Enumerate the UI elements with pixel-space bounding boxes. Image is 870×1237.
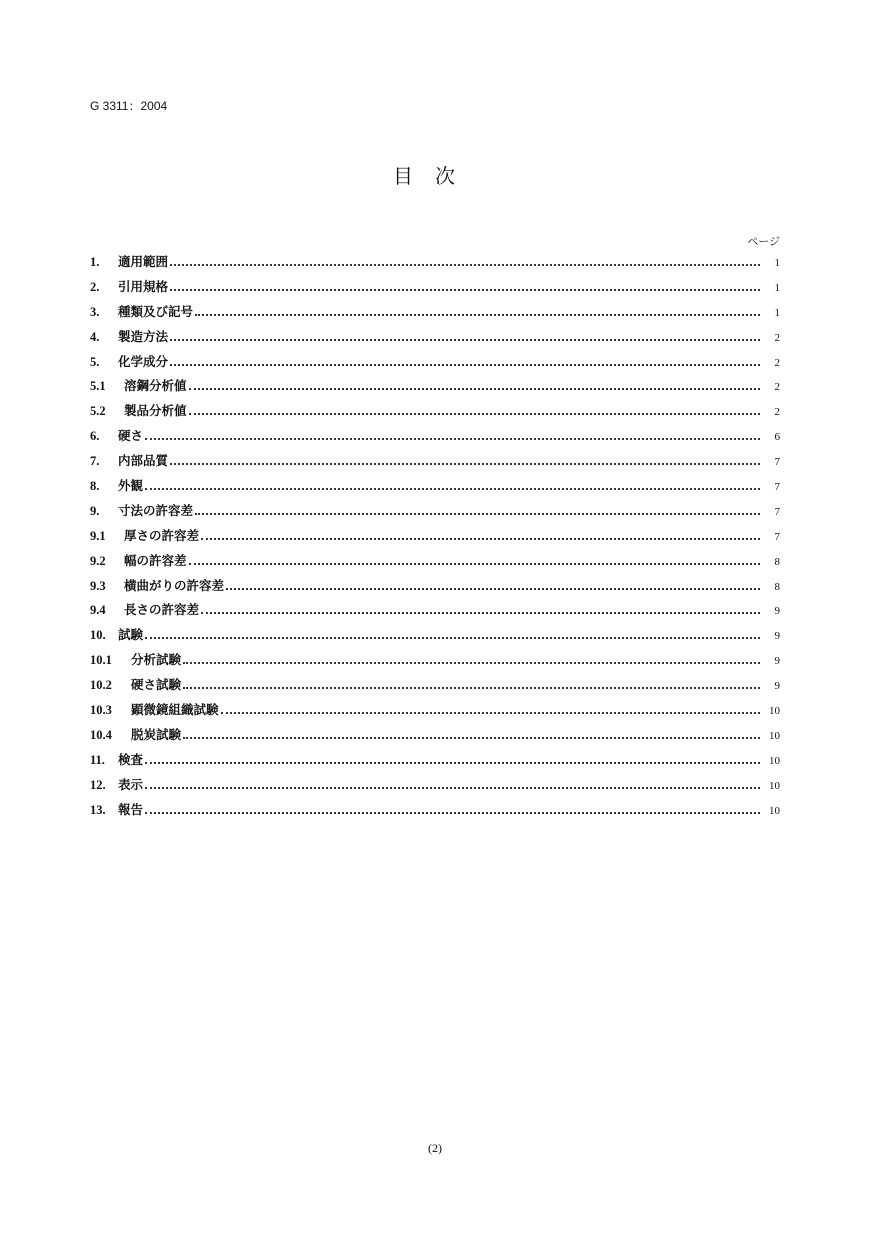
leader-dots bbox=[183, 662, 760, 664]
leader-dots bbox=[183, 687, 760, 689]
toc-entry[interactable] bbox=[90, 451, 780, 476]
toc-number: 8. bbox=[90, 479, 100, 494]
toc-page: 9 bbox=[774, 630, 780, 643]
page-number: (2) bbox=[428, 1141, 442, 1155]
toc-number: 5. bbox=[90, 354, 100, 369]
toc-label: 引用規格 bbox=[118, 279, 169, 294]
leader-dots bbox=[189, 563, 760, 565]
toc-entry[interactable] bbox=[90, 252, 780, 277]
toc-label: 外観 bbox=[118, 479, 144, 494]
toc-entry[interactable] bbox=[90, 576, 780, 601]
toc-number: 1. bbox=[90, 255, 100, 269]
toc-entry[interactable] bbox=[90, 700, 780, 725]
toc-page: 8 bbox=[774, 555, 780, 568]
leader-dots bbox=[195, 314, 760, 316]
toc-entry[interactable] bbox=[90, 327, 780, 352]
toc-page: 2 bbox=[774, 381, 780, 394]
toc-page: 7 bbox=[774, 481, 780, 494]
toc-page: 10 bbox=[769, 754, 780, 767]
toc-entry[interactable] bbox=[90, 600, 780, 625]
toc-page: 2 bbox=[774, 331, 780, 344]
toc-entry[interactable] bbox=[90, 750, 780, 775]
toc-entry[interactable] bbox=[90, 376, 780, 401]
leader-dots bbox=[145, 762, 760, 764]
toc-page: 10 bbox=[769, 705, 780, 718]
toc-label: 長さの許容差 bbox=[124, 603, 200, 618]
toc-number: 9.4 bbox=[90, 603, 106, 618]
toc-label: 検査 bbox=[118, 752, 144, 767]
toc-page: 9 bbox=[774, 680, 780, 693]
toc-entry[interactable] bbox=[90, 277, 780, 302]
toc-entry[interactable] bbox=[90, 526, 780, 551]
toc-number: 3. bbox=[90, 304, 100, 319]
standard-code: G 3311：2004 bbox=[90, 99, 168, 113]
leader-dots bbox=[226, 588, 760, 590]
page-column-label: ページ bbox=[747, 236, 780, 248]
toc-number: 6. bbox=[90, 429, 100, 444]
leader-dots bbox=[170, 289, 760, 291]
toc-page: 2 bbox=[774, 356, 780, 369]
toc-number: 7. bbox=[90, 454, 100, 469]
toc-page: 10 bbox=[769, 779, 780, 792]
toc-label: 試験 bbox=[118, 628, 144, 643]
toc-label: 幅の許容差 bbox=[124, 553, 187, 568]
leader-dots bbox=[183, 737, 760, 739]
toc-number: 10. bbox=[90, 628, 106, 643]
toc-number: 9.1 bbox=[90, 528, 106, 543]
leader-dots bbox=[170, 463, 760, 465]
leader-dots bbox=[170, 339, 760, 341]
toc-label: 報告 bbox=[118, 802, 144, 817]
toc-entry[interactable] bbox=[90, 352, 780, 377]
toc-number: 5.1 bbox=[90, 379, 106, 394]
toc-number: 9. bbox=[90, 503, 100, 518]
toc-label: 内部品質 bbox=[118, 454, 169, 469]
toc-entry[interactable] bbox=[90, 800, 780, 825]
leader-dots bbox=[170, 364, 760, 366]
toc-label: 溶鋼分析値 bbox=[124, 379, 187, 394]
toc-label: 分析試験 bbox=[131, 653, 182, 668]
toc-page: 10 bbox=[769, 804, 780, 817]
toc-number: 5.2 bbox=[90, 404, 106, 419]
toc-number: 10.2 bbox=[90, 678, 112, 693]
toc-entry[interactable] bbox=[90, 775, 780, 800]
toc-page: 9 bbox=[774, 655, 780, 668]
toc-label: 硬さ bbox=[118, 429, 144, 444]
toc-page: 1 bbox=[774, 257, 780, 269]
page-title: 目次 bbox=[393, 166, 477, 188]
toc-number: 13. bbox=[90, 802, 106, 817]
toc-entry[interactable] bbox=[90, 725, 780, 750]
toc-number: 10.3 bbox=[90, 703, 112, 718]
toc-page: 1 bbox=[774, 306, 780, 319]
leader-dots bbox=[145, 488, 760, 490]
toc-label: 寸法の許容差 bbox=[118, 503, 194, 518]
toc-number: 9.2 bbox=[90, 553, 106, 568]
toc-page: 7 bbox=[774, 456, 780, 469]
toc-page: 6 bbox=[774, 431, 780, 444]
toc-label: 厚さの許容差 bbox=[124, 528, 200, 543]
leader-dots bbox=[145, 787, 760, 789]
toc-number: 12. bbox=[90, 777, 106, 792]
toc-label: 適用範囲 bbox=[118, 255, 169, 269]
toc-page: 7 bbox=[774, 530, 780, 543]
leader-dots bbox=[201, 538, 760, 540]
toc-label: 硬さ試験 bbox=[131, 678, 182, 693]
leader-dots bbox=[189, 388, 760, 390]
toc-page: 7 bbox=[774, 505, 780, 518]
leader-dots bbox=[201, 612, 760, 614]
toc-label: 脱炭試験 bbox=[131, 727, 182, 742]
leader-dots bbox=[189, 413, 760, 415]
toc-label: 顕微鏡組織試験 bbox=[131, 703, 219, 718]
leader-dots bbox=[145, 812, 760, 814]
toc-page: 10 bbox=[769, 729, 780, 742]
toc-label: 製造方法 bbox=[118, 329, 169, 344]
table-of-contents bbox=[90, 252, 780, 824]
toc-label: 表示 bbox=[118, 777, 144, 792]
toc-page: 9 bbox=[774, 605, 780, 618]
leader-dots bbox=[145, 637, 760, 639]
toc-entry[interactable] bbox=[90, 401, 780, 426]
toc-entry[interactable] bbox=[90, 650, 780, 675]
toc-entry[interactable] bbox=[90, 501, 780, 526]
toc-number: 11. bbox=[90, 752, 105, 767]
leader-dots bbox=[195, 513, 760, 515]
toc-number: 4. bbox=[90, 329, 100, 344]
toc-number: 10.1 bbox=[90, 653, 112, 668]
leader-dots bbox=[221, 712, 760, 714]
leader-dots bbox=[145, 438, 760, 440]
toc-entry[interactable] bbox=[90, 302, 780, 327]
leader-dots bbox=[170, 264, 760, 266]
toc-entry[interactable] bbox=[90, 476, 780, 501]
toc-entry[interactable] bbox=[90, 551, 780, 576]
toc-page: 1 bbox=[774, 281, 780, 294]
toc-label: 化学成分 bbox=[118, 354, 169, 369]
toc-number: 2. bbox=[90, 279, 100, 294]
toc-label: 横曲がりの許容差 bbox=[124, 578, 225, 593]
toc-entry[interactable] bbox=[90, 625, 780, 650]
toc-label: 製品分析値 bbox=[124, 404, 187, 419]
toc-entry[interactable] bbox=[90, 426, 780, 451]
toc-number: 10.4 bbox=[90, 727, 112, 742]
toc-entry[interactable] bbox=[90, 675, 780, 700]
toc-number: 9.3 bbox=[90, 578, 106, 593]
toc-page: 8 bbox=[774, 580, 780, 593]
toc-page: 2 bbox=[774, 406, 780, 419]
toc-label: 種類及び記号 bbox=[118, 304, 194, 319]
